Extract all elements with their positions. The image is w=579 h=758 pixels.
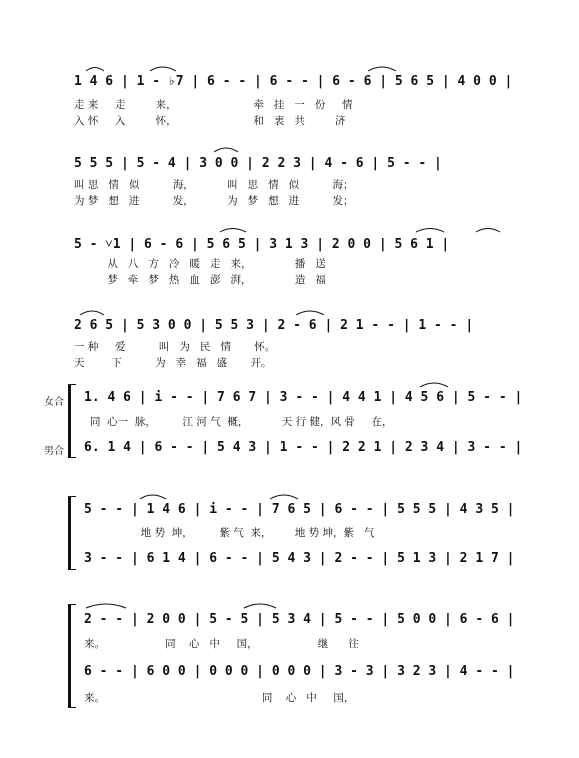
notes-line: 2 6 5 | 5 3 0 0 | 5 5 3 | 2 - 6 | 2 1 - - | 1 - - | [74, 318, 474, 333]
notes-line-upper: 1. 4 6 | i - - | 7 6 7 | 3 - - | 4 4 1 | 4 5 6 | 5 - - | [84, 390, 523, 405]
notes-line-upper: 2 - - | 2 0 0 | 5 - 5 | 5 3 4 | 5 - - | 5 0 0 | 6 - 6 | [84, 612, 515, 627]
lyric-line: 天 下 为 幸 福 盛 开。 [74, 357, 272, 369]
lyric-line: 来。 同 心 中 国， [84, 692, 355, 704]
part-label-male: 男合 [44, 446, 64, 457]
lyric-line: 同 心一 脉， 江 河 气 概， 天 行 健，风 骨 在， [90, 416, 393, 428]
lyric-line: 叫 思 情 似 海， 叫 思 情 似 海； [74, 179, 354, 191]
lyric-line: 来。 同 心 中 国， 继 往 [84, 638, 359, 650]
staff-bracket [68, 384, 77, 458]
notes-line: 1 4 6 | 1 - ♭7 | 6 - - | 6 - - | 6 - 6 | 5 6 5 | 4 0 0 | [74, 74, 513, 89]
notes-line: 5 5 5 | 5 - 4 | 3 0 0 | 2 2 3 | 4 - 6 | 5 - - | [74, 156, 442, 171]
staff-bracket [68, 604, 77, 708]
staff-bracket [68, 496, 77, 570]
part-label-female: 女合 [44, 397, 64, 408]
lyric-line: 走 来 走 来， 牵 挂 一 份 情 [74, 99, 353, 111]
lyric-line: 为 梦 想 进 发， 为 梦 想 进 发； [74, 195, 354, 207]
notes-line-lower: 3 - - | 6 1 4 | 6 - - | 5 4 3 | 2 - - | 5 1 3 | 2 1 7 | [84, 551, 515, 566]
lyric-line: 入 怀 入 怀， 和 衷 共 济 [74, 115, 346, 127]
notes-line-upper: 5 - - | 1 4 6 | i - - | 7 6 5 | 6 - - | 5 5 5 | 4 3 5 | [84, 502, 515, 517]
lyric-line: 一 种 爱 叫 为 民 情 怀。 [74, 341, 276, 353]
notes-line-lower: 6 - - | 6 0 0 | 0 0 0 | 0 0 0 | 3 - 3 | 3 2 3 | 4 - - | [84, 664, 515, 679]
lyric-line: 地 势 坤， 紫 气 来， 地 势 坤，紫 气 [84, 527, 375, 539]
notes-line-lower: 6. 1 4 | 6 - - | 5 4 3 | 1 - - | 2 2 1 | 2 3 4 | 3 - - | [84, 440, 523, 455]
lyric-line: 从 八 方 冷 暖 走 来， 播 送 [74, 258, 326, 270]
notes-line: 5 - ˅1 | 6 - 6 | 5 6 5 | 3 1 3 | 2 0 0 | 5 6 1 | [74, 237, 450, 252]
lyric-line: 梦 牵 梦 热 血 澎 湃， 造 福 [74, 274, 326, 286]
